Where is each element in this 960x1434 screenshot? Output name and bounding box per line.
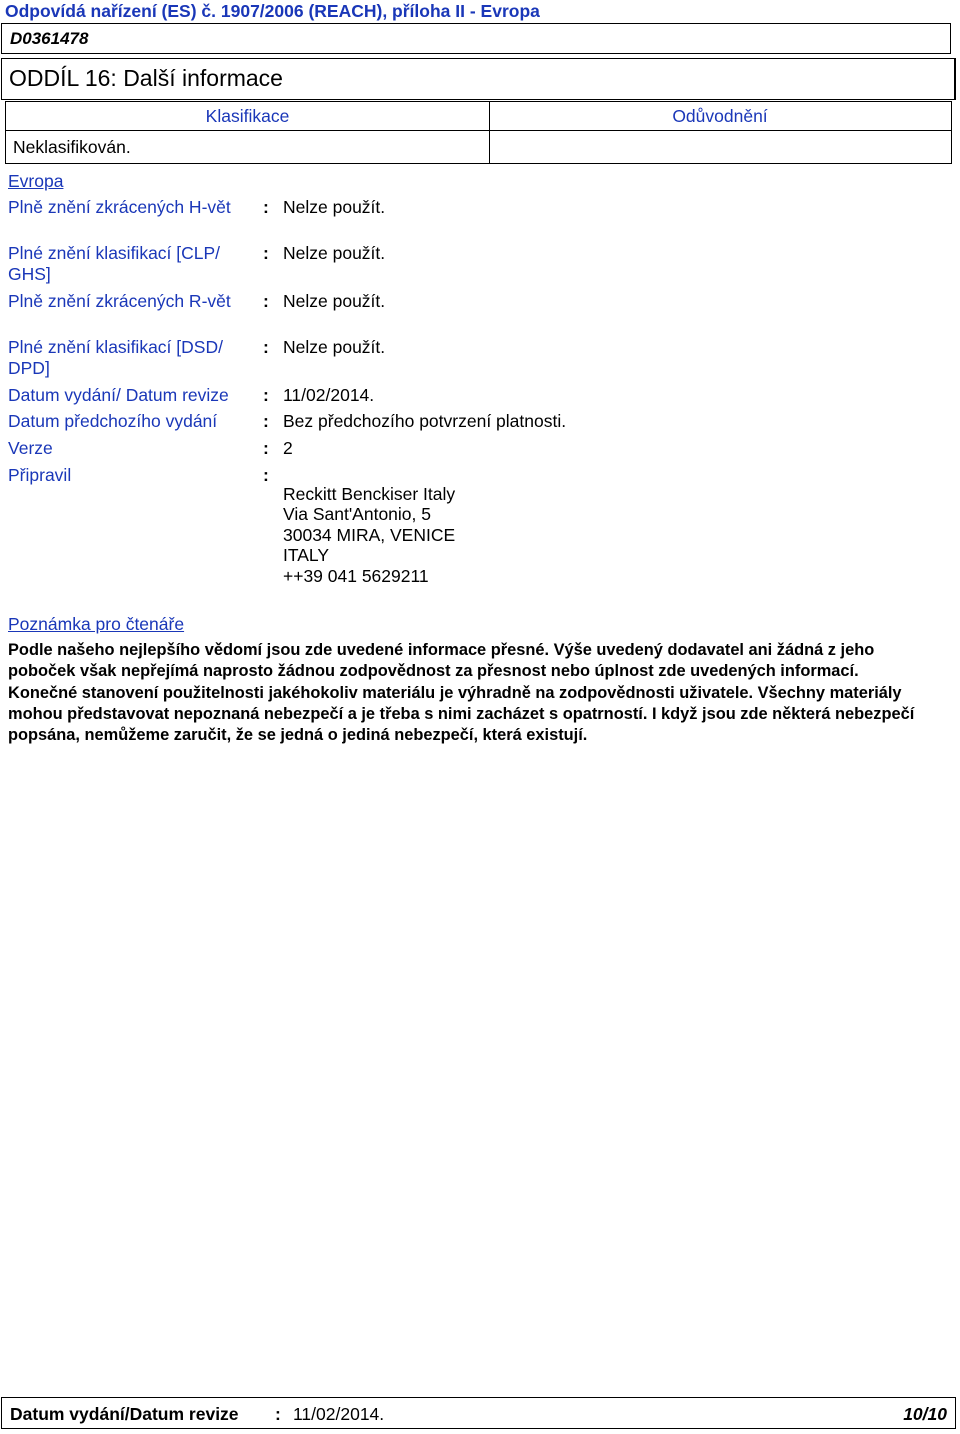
colon: : bbox=[263, 411, 269, 431]
footer-date-label: Datum vydání/Datum revize bbox=[10, 1404, 239, 1424]
column-header-justification: Odůvodnění bbox=[672, 106, 768, 126]
label-version: Verze bbox=[8, 438, 53, 458]
section-header bbox=[1, 58, 956, 100]
reader-note-paragraph: Podle našeho nejlepšího vědomí jsou zde uvedené informace přesné. Výše uvedený dodavatel ani žádná z jeho poboček však nepřejímá naprosto žádnou zodpovědnost za přesnost nebo úplnost zde uvedených informací. bbox=[8, 641, 875, 681]
address-line: ITALY bbox=[283, 545, 330, 566]
value-version: 2 bbox=[283, 438, 293, 458]
label-h-phrases: Plně znění zkrácených H-vět bbox=[8, 197, 231, 217]
colon: : bbox=[263, 243, 269, 263]
classification-cell: Neklasifikován. bbox=[13, 137, 131, 157]
colon: : bbox=[263, 465, 269, 485]
value-h-phrases: Nelze použít. bbox=[283, 197, 386, 217]
section-title: ODDÍL 16: Další informace bbox=[9, 65, 283, 91]
label-previous-issue: Datum předchozího vydání bbox=[8, 411, 218, 431]
document-code: D0361478 bbox=[10, 29, 89, 48]
value-previous-issue: Bez předchozího potvrzení platnosti. bbox=[283, 411, 567, 431]
address-line: Reckitt Benckiser Italy bbox=[283, 484, 456, 504]
colon: : bbox=[263, 385, 269, 405]
label-prepared-by: Připravil bbox=[8, 465, 72, 485]
classification-table bbox=[5, 101, 952, 164]
address-line: ++39 041 5629211 bbox=[283, 565, 429, 586]
footer-date-value: 11/02/2014. bbox=[293, 1404, 385, 1424]
footer-colon: : bbox=[275, 1404, 281, 1424]
prepared-by-address bbox=[283, 484, 455, 586]
colon: : bbox=[263, 337, 269, 357]
colon: : bbox=[263, 197, 269, 217]
page-number: 10/10 bbox=[903, 1404, 947, 1424]
value-r-phrases: Nelze použít. bbox=[283, 291, 386, 311]
page-footer bbox=[1, 1397, 956, 1429]
document-code-box bbox=[1, 23, 951, 54]
value-clp-ghs: Nelze použít. bbox=[283, 243, 386, 263]
address-line: Via Sant'Antonio, 5 bbox=[283, 504, 431, 525]
reader-note-paragraph: Konečné stanovení použitelnosti jakéhokoliv materiálu je výhradně na zodpovědnosti uživatele. Všechny materiály mohou představovat nepoznaná nebezpečí a je třeba s nimi zacházet s opatrností. I když jsou zde některá nebezpečí popsána, nemůžeme zaručit, že se jedná o jediná nebezpečí, která existují. bbox=[8, 683, 915, 745]
europe-heading: Evropa bbox=[8, 171, 64, 191]
regulation-header: Odpovídá nařízení (ES) č. 1907/2006 (REACH), příloha II - Evropa bbox=[5, 1, 540, 21]
value-dsd-dpd: Nelze použít. bbox=[283, 337, 386, 357]
column-header-classification: Klasifikace bbox=[205, 106, 290, 126]
colon: : bbox=[263, 291, 269, 311]
label-clp-ghs: Plné znění klasifikací [CLP/ GHS] bbox=[8, 243, 221, 284]
label-r-phrases: Plně znění zkrácených R-vět bbox=[8, 291, 231, 311]
value-issue-date: 11/02/2014. bbox=[283, 385, 375, 405]
label-dsd-dpd: Plné znění klasifikací [DSD/ DPD] bbox=[8, 337, 223, 378]
reader-note-body bbox=[8, 640, 943, 746]
address-line: 30034 MIRA, VENICE bbox=[283, 524, 456, 545]
colon: : bbox=[263, 438, 269, 458]
label-issue-date: Datum vydání/ Datum revize bbox=[8, 385, 229, 405]
reader-note-heading: Poznámka pro čtenáře bbox=[8, 614, 185, 634]
